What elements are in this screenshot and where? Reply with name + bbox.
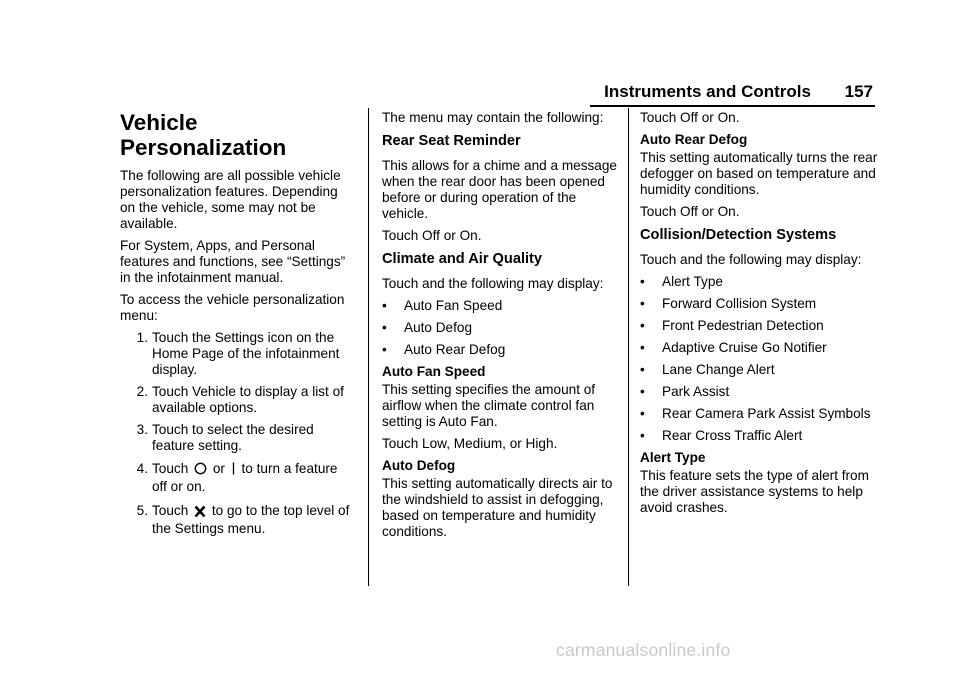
list-item [120, 422, 355, 454]
list-item [120, 384, 355, 416]
section-title: Instruments and Controls [604, 82, 811, 101]
step-number: 4. [136, 461, 148, 476]
header-rule [590, 105, 875, 107]
list-item [120, 460, 355, 496]
bullet: • [640, 340, 645, 355]
list-item [640, 428, 885, 444]
list-item-text: Auto Rear Defog [404, 342, 506, 357]
column-divider-2 [628, 108, 629, 586]
subheading: Auto Fan Speed [382, 364, 486, 379]
bullet: • [382, 342, 387, 357]
paragraph: The following are all possible vehicle personalization features. Depending on the vehicle, some may not be available. [120, 168, 341, 231]
list-item [640, 340, 885, 356]
section-heading: Rear Seat Reminder [382, 133, 521, 149]
bullet: • [640, 428, 645, 443]
paragraph: Touch Off or On. [382, 228, 482, 243]
subheading: Auto Rear Defog [640, 132, 748, 147]
column-1 [120, 110, 355, 544]
list-item-text: Forward Collision System [662, 296, 817, 311]
step-text-part: to go to the top level of the Settings menu. [152, 503, 350, 536]
paragraph: This setting automatically directs air to the windshield to assist in defogging, based on temperature and humidity conditions. [382, 476, 613, 539]
subheading: Alert Type [640, 450, 706, 465]
step-number: 2. [136, 384, 148, 399]
paragraph: This feature sets the type of alert from the driver assistance systems to help avoid crashes. [640, 468, 869, 515]
column-divider-1 [368, 108, 369, 586]
list-item [640, 406, 885, 422]
list-item-text: Auto Defog [404, 320, 473, 335]
list-item [640, 274, 885, 290]
subheading: Auto Defog [382, 458, 456, 473]
step-text-part: Touch [152, 461, 189, 476]
step-text: Touch to select the desired feature setting. [152, 422, 314, 453]
circle-icon [194, 461, 207, 476]
paragraph: This setting specifies the amount of airflow when the climate control fan setting is Auto Fan. [382, 382, 596, 429]
section-heading: Collision/Detection Systems [640, 227, 837, 243]
paragraph: Touch Off or On. [640, 204, 740, 219]
step-text: Touch the Settings icon on the Home Page of the infotainment display. [152, 330, 340, 377]
list-item-text: Front Pedestrian Detection [662, 318, 824, 333]
paragraph: Touch and the following may display: [640, 252, 862, 267]
paragraph: Touch and the following may display: [382, 276, 604, 291]
list-item [640, 384, 885, 400]
list-item-text: Auto Fan Speed [404, 298, 503, 313]
bullet-list [640, 274, 885, 444]
paragraph: Touch Off or On. [640, 110, 740, 125]
bullet: • [640, 384, 645, 399]
list-item-text: Rear Cross Traffic Alert [662, 428, 803, 443]
close-icon [194, 505, 206, 518]
list-item [640, 318, 885, 334]
paragraph: For System, Apps, and Personal features and functions, see “Settings” in the infotainment manual. [120, 238, 346, 285]
step-number: 3. [136, 422, 148, 437]
paragraph: To access the vehicle personalization menu: [120, 292, 345, 323]
section-heading: Climate and Air Quality [382, 251, 543, 267]
page-number: 157 [844, 82, 873, 101]
bullet: • [640, 274, 645, 289]
bullet: • [640, 362, 645, 377]
step-text [152, 460, 355, 496]
step-text-part: Touch [152, 503, 189, 518]
bullet: • [382, 320, 387, 335]
list-item [382, 298, 618, 314]
column-3 [640, 110, 885, 522]
bullet-list [382, 298, 618, 358]
list-item [120, 502, 355, 538]
list-item-text: Alert Type [662, 274, 723, 289]
bullet: • [640, 318, 645, 333]
list-item [382, 320, 618, 336]
bar-icon [231, 461, 236, 476]
list-item [382, 342, 618, 358]
paragraph: This allows for a chime and a message when the rear door has been opened before or during operation of the vehicle. [382, 158, 617, 221]
bullet: • [640, 406, 645, 421]
bullet: • [640, 296, 645, 311]
step-text: Touch Vehicle to display a list of available options. [152, 384, 344, 415]
paragraph: Touch Low, Medium, or High. [382, 436, 558, 451]
steps-list [120, 330, 355, 538]
list-item-text: Adaptive Cruise Go Notifier [662, 340, 827, 355]
page-header [590, 82, 875, 105]
paragraph: This setting automatically turns the rear defogger on based on temperature and humidity conditions. [640, 150, 878, 197]
step-text [152, 502, 355, 538]
watermark: carmanualsonline.info [556, 640, 731, 660]
list-item [640, 296, 885, 312]
step-number: 5. [136, 503, 148, 518]
step-number: 1. [136, 330, 148, 345]
column-2 [382, 110, 618, 546]
list-item-text: Park Assist [662, 384, 730, 399]
paragraph: The menu may contain the following: [382, 110, 604, 125]
page-heading: Vehicle Personalization [120, 110, 287, 160]
list-item-text: Rear Camera Park Assist Symbols [662, 406, 871, 421]
step-text-part: to turn a feature off or on. [152, 461, 338, 494]
bullet: • [382, 298, 387, 313]
list-item-text: Lane Change Alert [662, 362, 775, 377]
list-item [120, 330, 355, 378]
list-item [640, 362, 885, 378]
step-text-part: or [212, 461, 225, 476]
